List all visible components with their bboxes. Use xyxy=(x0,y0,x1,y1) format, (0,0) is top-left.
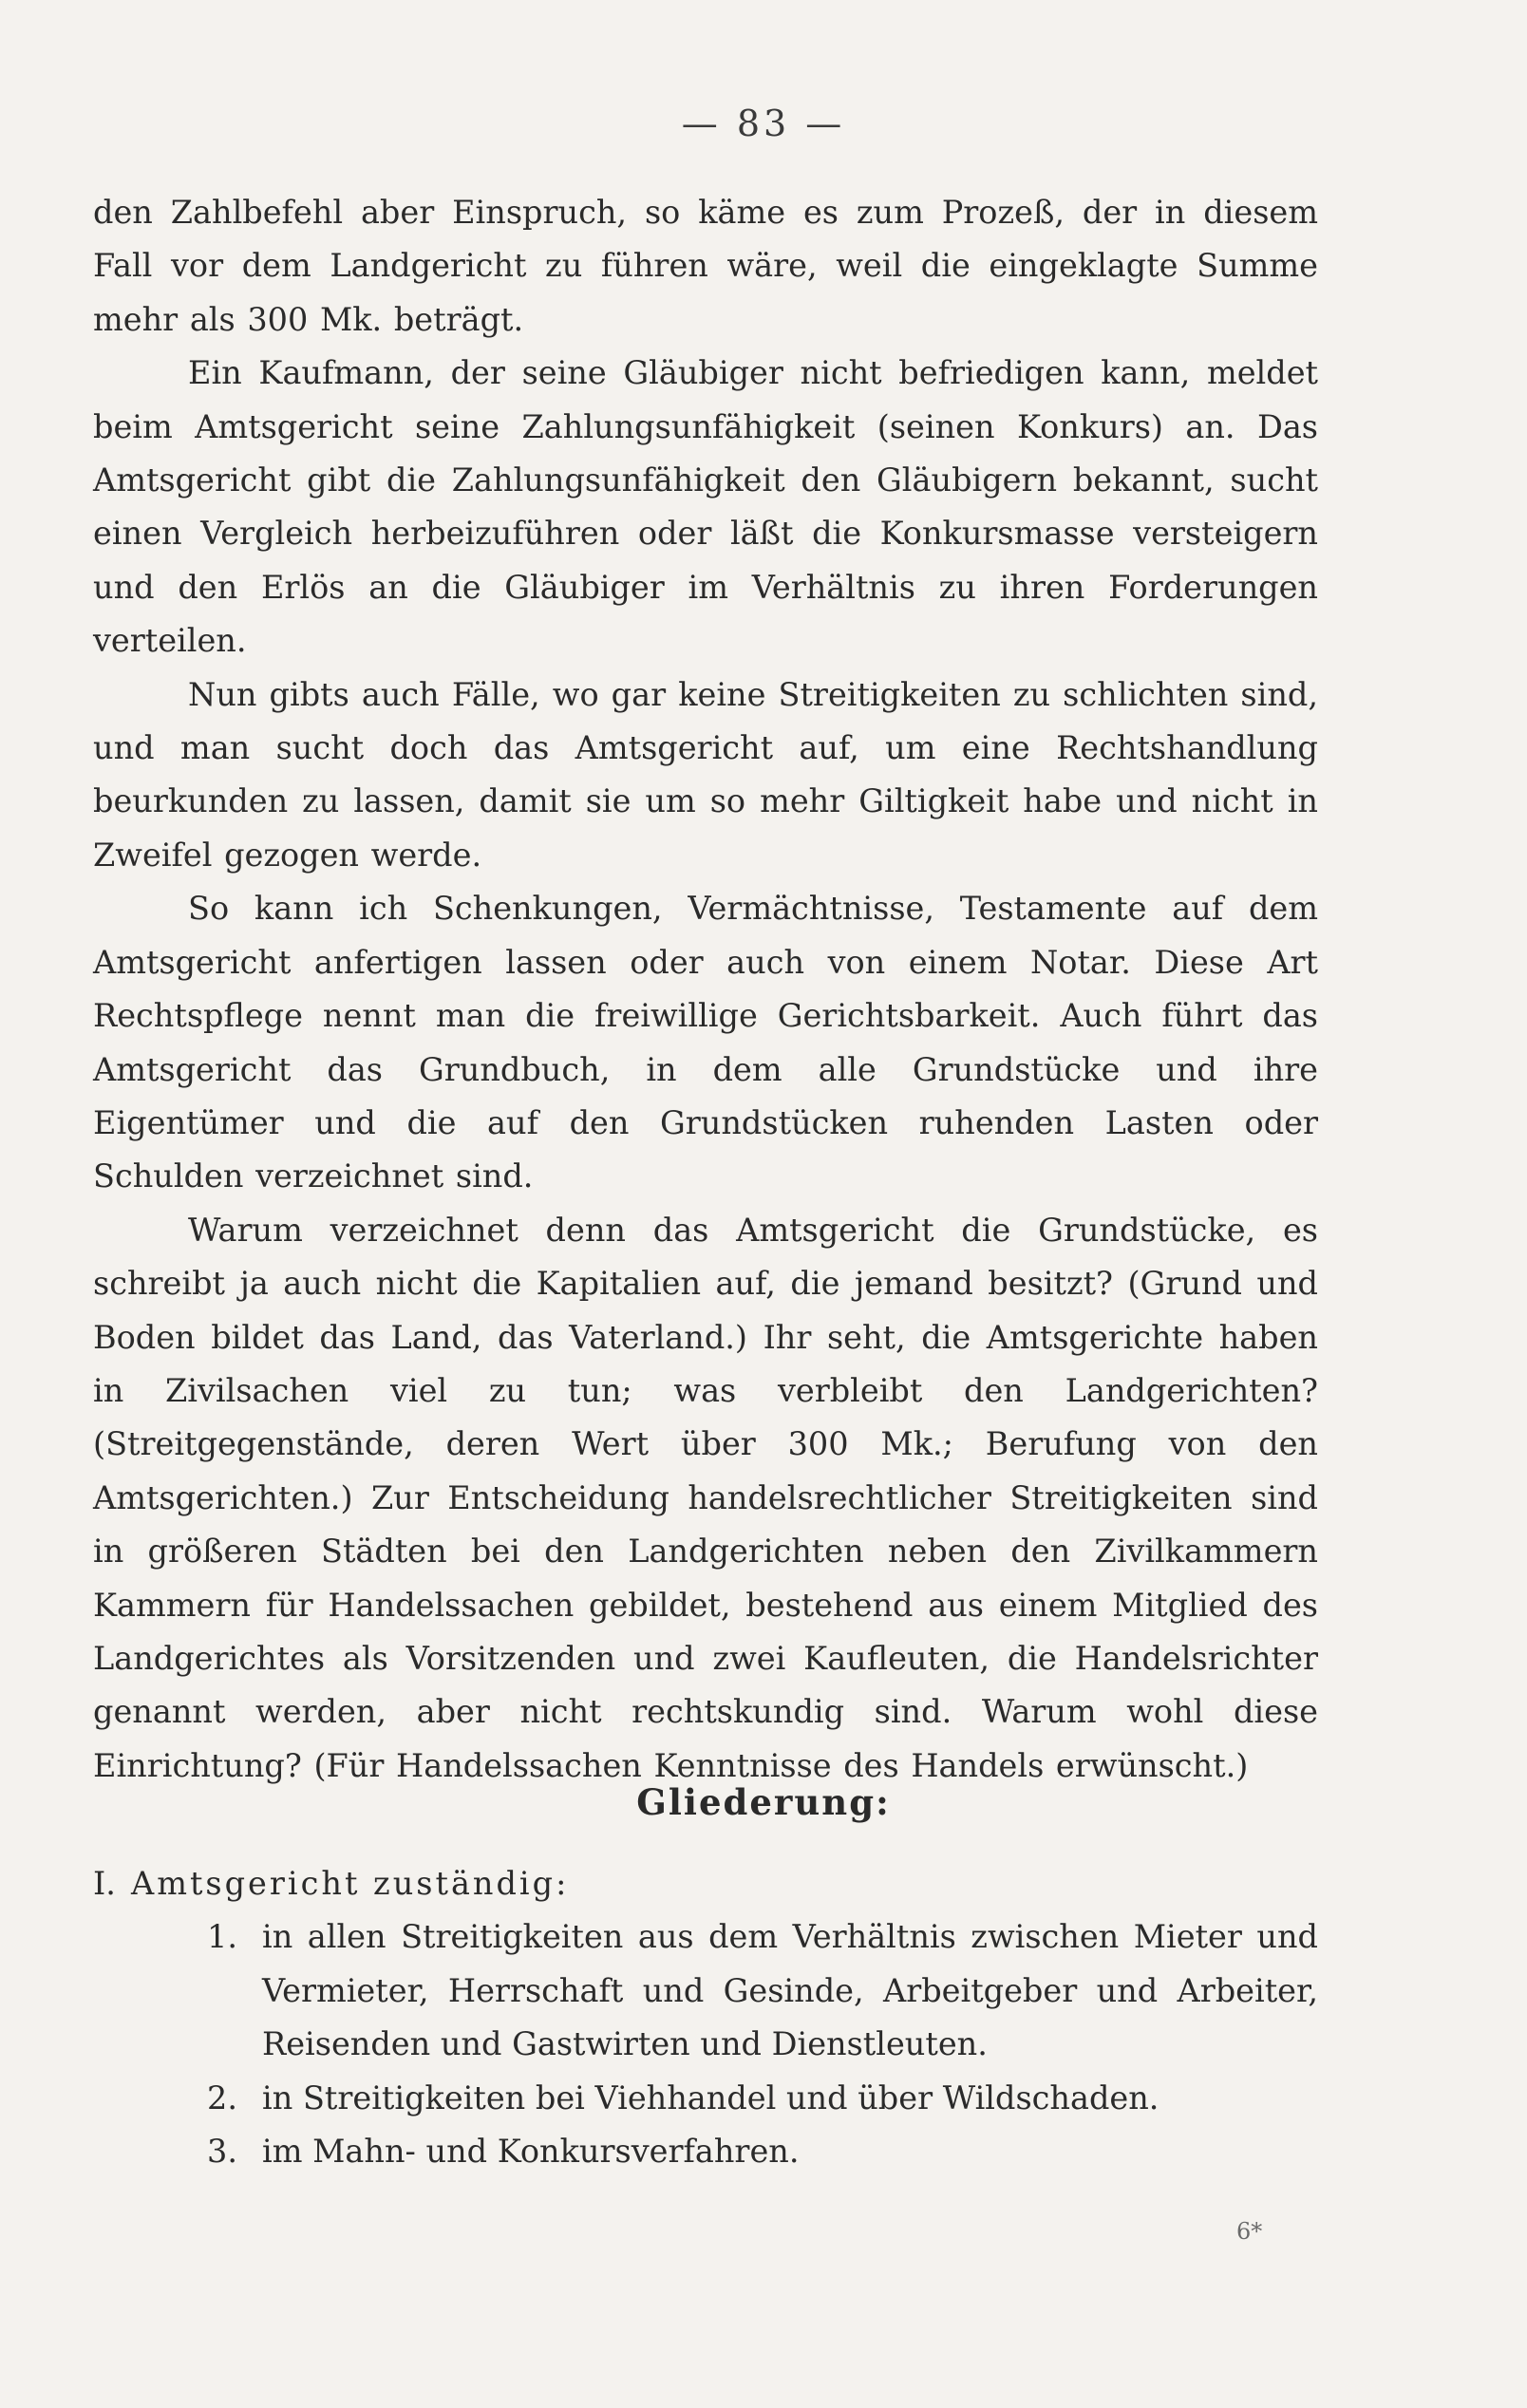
body-text xyxy=(93,186,1318,1793)
list-item-number: 1. xyxy=(207,1918,237,1956)
printer-signature-mark: 6* xyxy=(1236,2218,1263,2245)
list-item-number: 2. xyxy=(207,2079,237,2116)
list-item xyxy=(93,2125,1318,2178)
paragraph: den Zahlbefehl aber Einspruch, so käme es zum Prozeß, der in diesem Fall vor dem Landgericht zu führen wäre, weil die eingeklagte Summe mehr als 300 Mk. beträgt. xyxy=(93,194,1318,338)
list-item xyxy=(93,1910,1318,2071)
paragraph: Nun gibts auch Fälle, wo gar keine Streitigkeiten zu schlichten sind, und man sucht doch das Amtsgericht auf, um eine Rechtshandlung beurkunden zu lassen, damit sie um so mehr Giltigkeit habe und nicht in Zweifel gezogen werde. xyxy=(93,675,1318,874)
page-number: — 83 — xyxy=(681,103,846,144)
list-item-text: in Streitigkeiten bei Viehhandel und über Wildschaden. xyxy=(262,2079,1159,2116)
paragraph: Warum verzeichnet denn das Amtsgericht die Grundstücke, es schreibt ja auch nicht die Kapitalien auf, die jemand besitzt? (Grund und Boden bildet das Land, das Vaterland.) Ihr seht, die Amtsgerichte haben in Zivilsachen viel zu tun; was verbleibt den Landgerichten? (Streitgegenstände, deren Wert über 300 Mk.; Berufung von den Amtsgerichten.) Zur Entscheidung handelsrechtlicher Streitigkeiten sind in größeren Städten bei den Landgerichten neben den Zivilkammern Kammern für Handelssachen gebildet, bestehend aus einem Mitglied des Landgerichtes als Vorsitzenden und zwei Kaufleuten, die Handelsrichter genannt werden, aber nicht rechtskundig sind. Warum wohl diese Einrichtung? (Für Handelssachen Kenntnisse des Handels erwünscht.) xyxy=(93,1211,1318,1784)
outline-level-one xyxy=(93,1857,1318,1910)
outline-list xyxy=(93,1857,1318,2178)
list-item-text: in allen Streitigkeiten aus dem Verhältnis zwischen Mieter und Vermieter, Herrschaft und Gesinde, Arbeitgeber und Arbeiter, Reisenden und Gastwirten und Dienstleuten. xyxy=(262,1918,1318,2063)
outline-number: I. xyxy=(93,1865,116,1902)
outline-label: Amtsgericht zuständig: xyxy=(131,1865,570,1902)
paragraph: So kann ich Schenkungen, Vermächtnisse, Testamente auf dem Amtsgericht anfertigen lassen oder auch von einem Notar. Diese Art Rechtspflege nennt man die freiwillige Gerichtsbarkeit. Auch führt das Amtsgericht das Grundbuch, in dem alle Grundstücke und ihre Eigentümer und die auf den Grundstücken ruhenden Lasten oder Schulden verzeichnet sind. xyxy=(93,890,1318,1195)
section-heading: Gliederung: xyxy=(636,1781,891,1823)
list-item-number: 3. xyxy=(207,2133,237,2171)
list-item-text: im Mahn- und Konkursverfahren. xyxy=(262,2133,800,2171)
list-item xyxy=(93,2072,1318,2125)
paragraph: Ein Kaufmann, der seine Gläubiger nicht befriedigen kann, meldet beim Amtsgericht seine Zahlungsunfähigkeit (seinen Konkurs) an. Das Amtsgericht gibt die Zahlungsunfähigkeit den Gläubigern bekannt, sucht einen Vergleich herbeizuführen oder läßt die Konkursmasse versteigern und den Erlös an die Gläubiger im Verhältnis zu ihren Forderungen verteilen. xyxy=(93,354,1318,660)
outline-sublist xyxy=(93,1910,1318,2178)
